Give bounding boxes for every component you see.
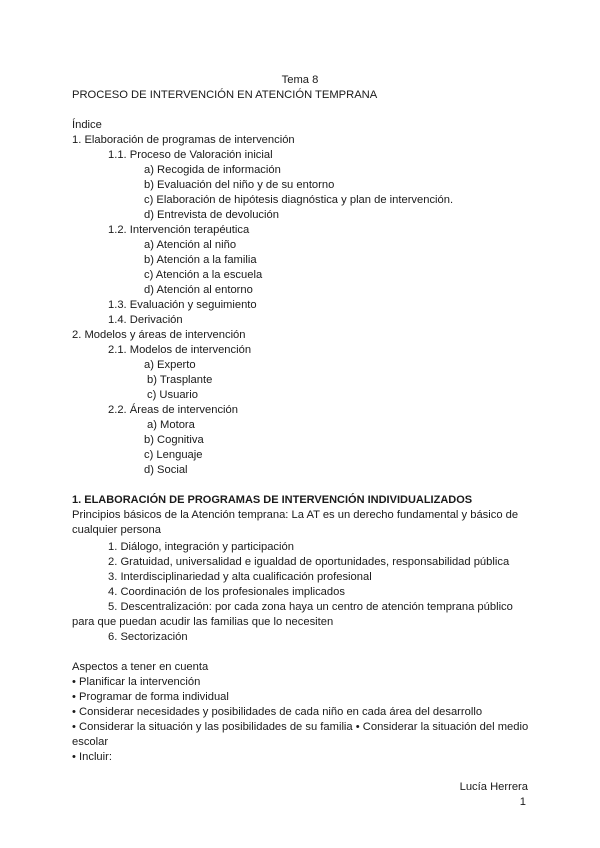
principle-item-continuation: para que puedan acudir las familias que lo necesiten — [72, 616, 334, 628]
principle-item: 3. Interdisciplinariedad y alta cualificación profesional — [108, 571, 372, 583]
index-heading: Índice — [72, 119, 102, 131]
index-item: a) Experto — [144, 359, 196, 371]
page-number: 1 — [519, 796, 526, 808]
page-title: PROCESO DE INTERVENCIÓN EN ATENCIÓN TEMPRANA — [72, 89, 378, 101]
index-item: 2.1. Modelos de intervención — [108, 344, 252, 356]
index-item: d) Entrevista de devolución — [144, 209, 279, 221]
index-item: 1. Elaboración de programas de intervención — [72, 134, 295, 146]
index-item: c) Usuario — [147, 389, 198, 401]
bullet-item-continuation: escolar — [72, 736, 109, 748]
principle-item: 5. Descentralización: por cada zona haya un centro de atención temprana público — [108, 601, 513, 613]
index-item: 2.2. Áreas de intervención — [108, 404, 238, 416]
index-item: 1.4. Derivación — [108, 314, 183, 326]
footer-author: Lucía Herrera — [459, 781, 528, 793]
bullet-item: • Planificar la intervención — [72, 676, 201, 688]
index-item: 1.3. Evaluación y seguimiento — [108, 299, 257, 311]
index-item: a) Motora — [147, 419, 195, 431]
paragraph-line: cualquier persona — [72, 524, 161, 536]
principle-item: 4. Coordinación de los profesionales implicados — [108, 586, 345, 598]
index-item: a) Atención al niño — [144, 239, 237, 251]
bullet-item: • Considerar necesidades y posibilidades de cada niño en cada área del desarrollo — [72, 706, 483, 718]
index-item: 2. Modelos y áreas de intervención — [72, 329, 246, 341]
principle-item: 1. Diálogo, integración y participación — [108, 541, 294, 553]
bullet-item: • Incluir: — [72, 751, 112, 763]
bullet-item: • Programar de forma individual — [72, 691, 229, 703]
topic-label: Tema 8 — [281, 74, 319, 86]
index-item: b) Atención a la familia — [144, 254, 257, 266]
index-item: a) Recogida de información — [144, 164, 281, 176]
index-item: c) Atención a la escuela — [144, 269, 263, 281]
principle-item: 6. Sectorización — [108, 631, 188, 643]
index-item: 1.2. Intervención terapéutica — [108, 224, 250, 236]
section-heading: 1. ELABORACIÓN DE PROGRAMAS DE INTERVENCIÓN INDIVIDUALIZADOS — [72, 494, 473, 506]
aspects-heading: Aspectos a tener en cuenta — [72, 661, 209, 673]
index-item: c) Elaboración de hipótesis diagnóstica y plan de intervención. — [144, 194, 454, 206]
bullet-item: • Considerar la situación y las posibilidades de su familia • Considerar la situación del medio — [72, 721, 529, 733]
index-item: b) Cognitiva — [144, 434, 204, 446]
paragraph-line: Principios básicos de la Atención temprana: La AT es un derecho fundamental y básico de — [72, 509, 519, 521]
index-item: c) Lenguaje — [144, 449, 203, 461]
index-item: b) Evaluación del niño y de su entorno — [144, 179, 335, 191]
index-item: d) Atención al entorno — [144, 284, 253, 296]
index-item: 1.1. Proceso de Valoración inicial — [108, 149, 273, 161]
principle-item: 2. Gratuidad, universalidad e igualdad de oportunidades, responsabilidad pública — [108, 556, 510, 568]
index-item: b) Trasplante — [147, 374, 213, 386]
index-item: d) Social — [144, 464, 188, 476]
